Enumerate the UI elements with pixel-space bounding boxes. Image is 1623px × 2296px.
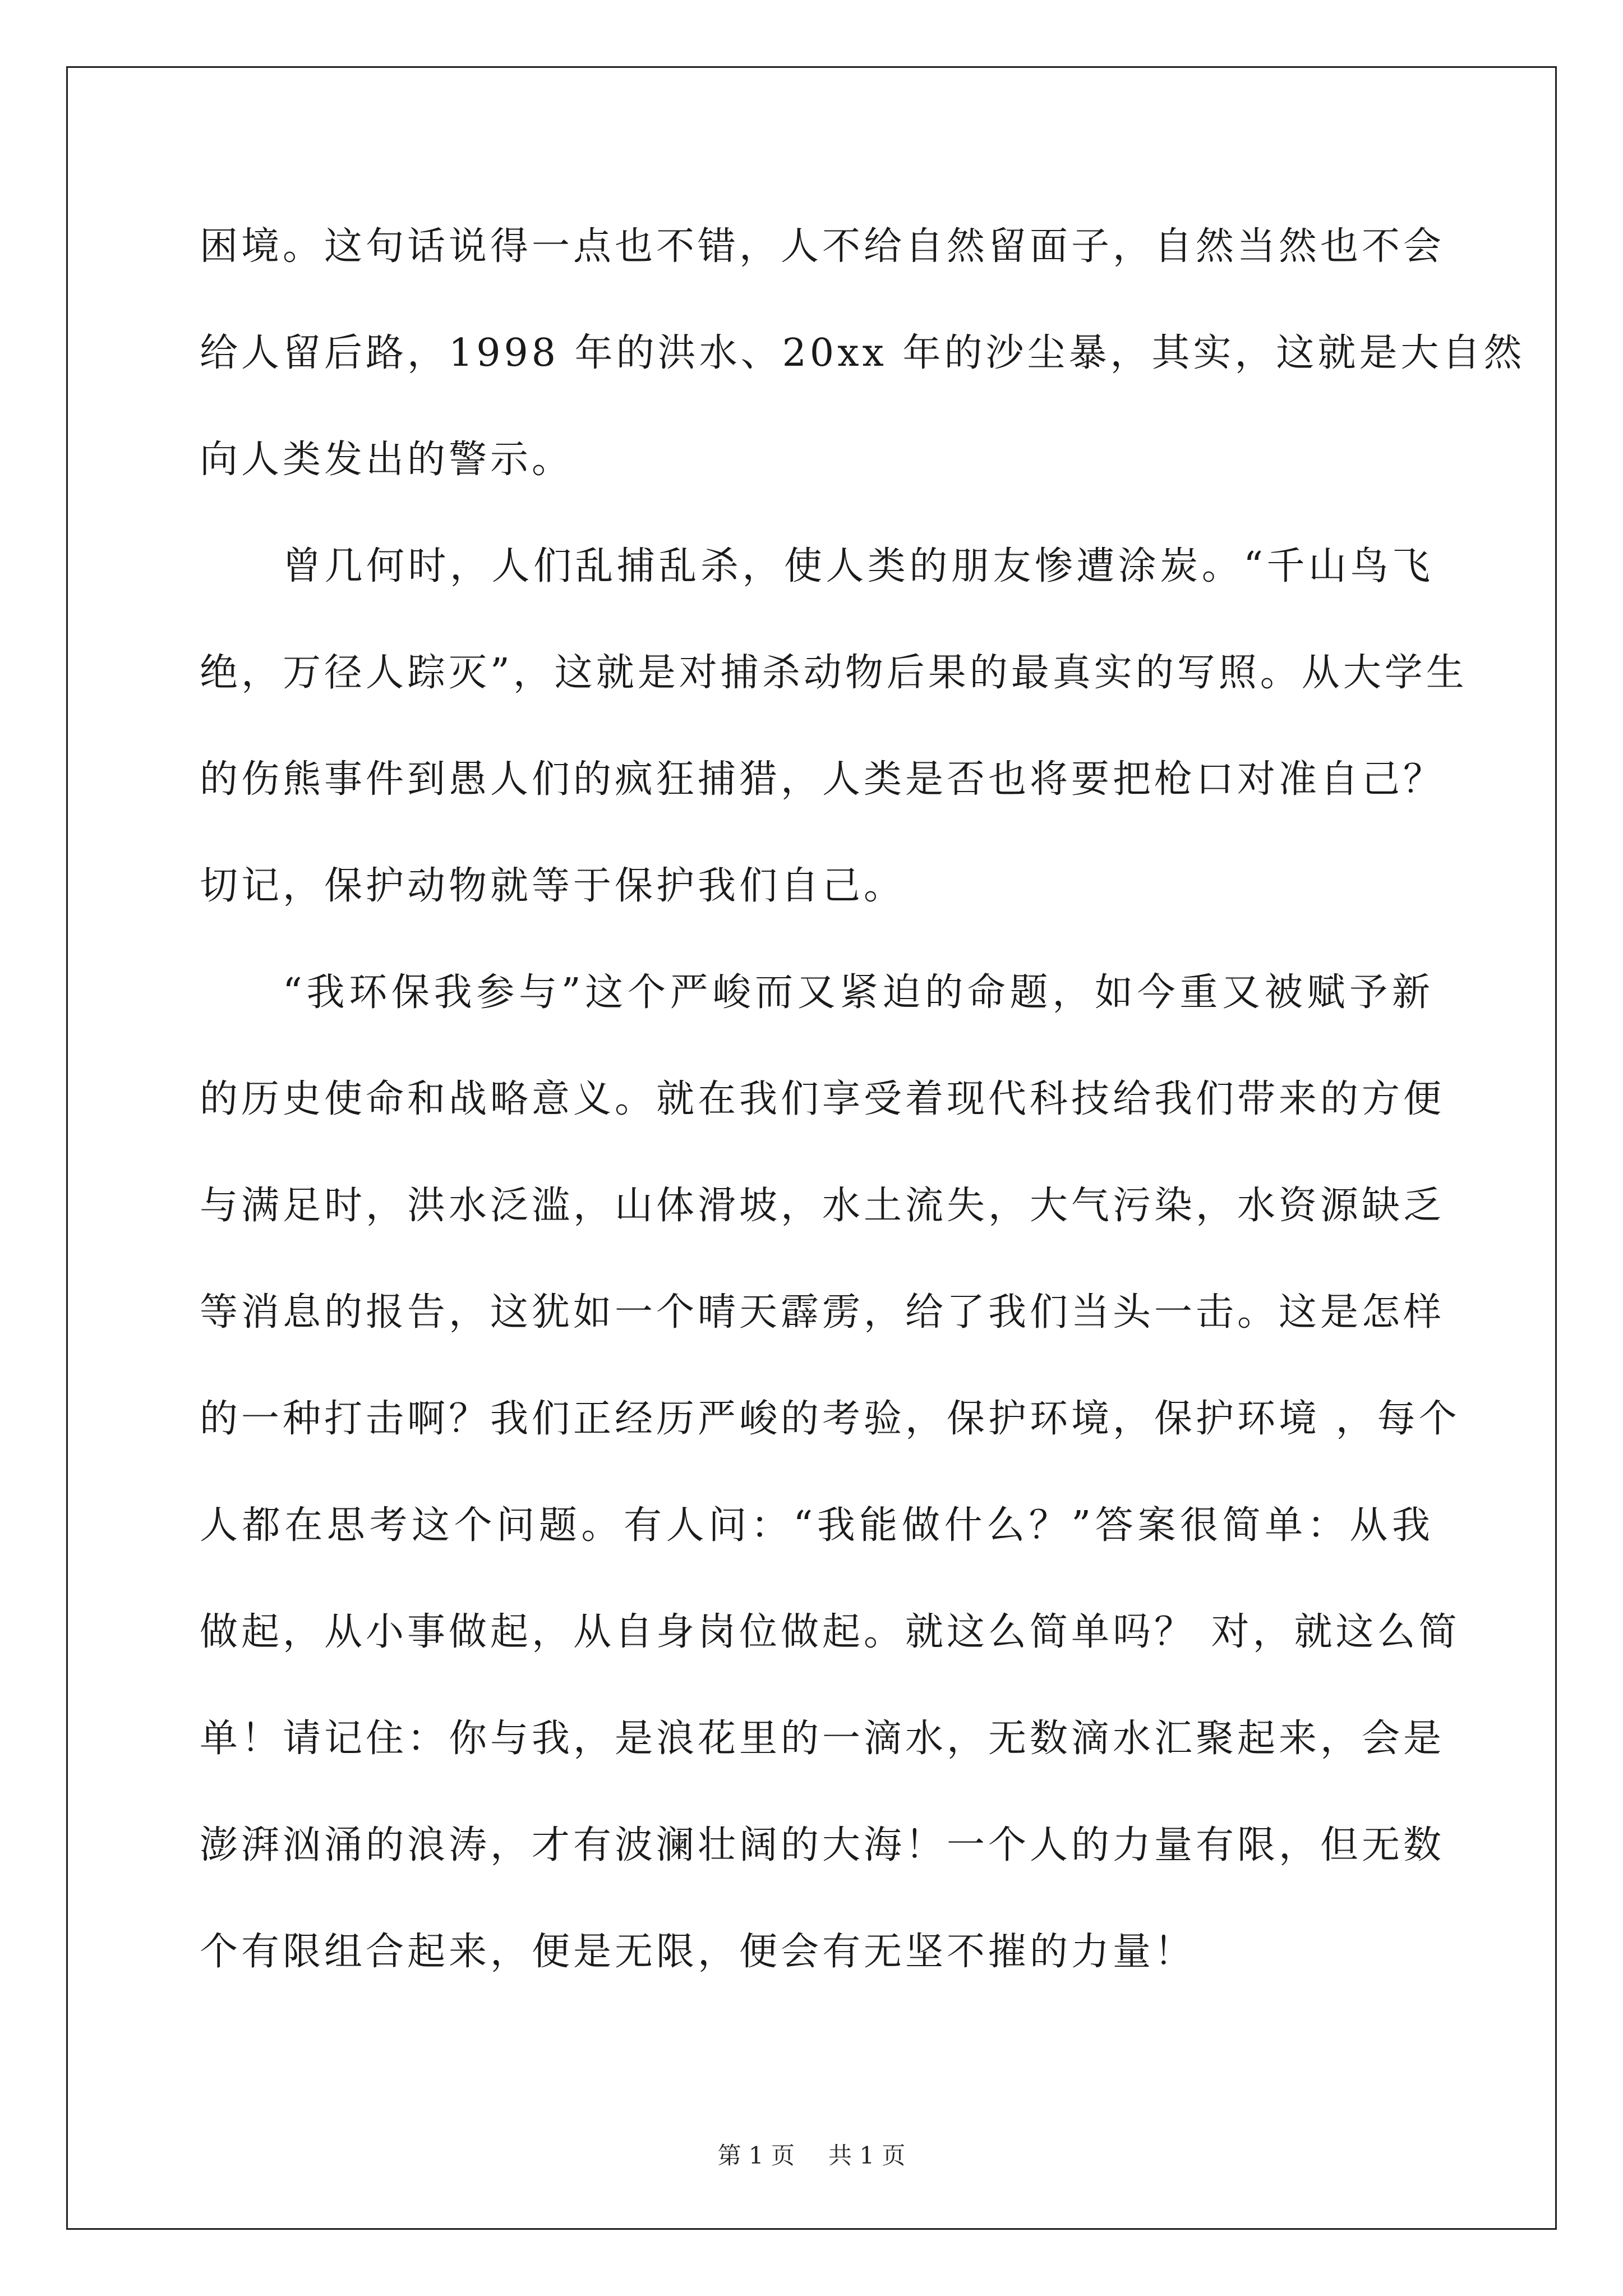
page-number-total: 共 1 页 (828, 2142, 906, 2169)
document-body (200, 219, 1525, 2031)
paragraph-3-line-8: 单！请记住：你与我，是浪花里的一滴水，无数滴水汇聚起来，会是 (200, 1717, 1445, 1761)
paragraph-2-line-1: 曾几何时，人们乱捕乱杀，使人类的朋友惨遭涂炭。“千山鸟飞 (283, 544, 1433, 588)
paragraph-3-line-10: 个有限组合起来，便是无限，便会有无坚不摧的力量！ (200, 1930, 1196, 1974)
paragraph-2-line-3: 的伤熊事件到愚人们的疯狂捕猎，人类是否也将要把枪口对准自己？ (200, 757, 1445, 802)
paragraph-3-line-4: 等消息的报告，这犹如一个晴天霹雳，给了我们当头一击。这是怎样 (200, 1290, 1445, 1335)
page-number-current: 第 1 页 (717, 2142, 795, 2169)
paragraph-2-line-2: 绝，万径人踪灭”，这就是对捕杀动物后果的最真实的写照。从大学生 (200, 651, 1468, 695)
paragraph-3-line-2: 的历史使命和战略意义。就在我们享受着现代科技给我们带来的方便 (200, 1077, 1445, 1121)
paragraph-1-line-1: 困境。这句话说得一点也不错，人不给自然留面子，自然当然也不会 (200, 224, 1445, 269)
paragraph-3-line-7: 做起，从小事做起，从自身岗位做起。就这么简单吗？ 对，就这么简 (200, 1610, 1460, 1654)
paragraph-3-line-1: “我环保我参与”这个严峻而又紧迫的命题，如今重又被赋予新 (283, 970, 1433, 1015)
paragraph-2-line-4: 切记，保护动物就等于保护我们自己。 (200, 864, 906, 908)
paragraph-3-line-6: 人都在思考这个问题。有人问：“我能做什么？”答案很简单：从我 (200, 1503, 1433, 1548)
page-footer (0, 2142, 1623, 2170)
paragraph-3-line-3: 与满足时，洪水泛滥，山体滑坡，水土流失，大气污染，水资源缺乏 (200, 1184, 1445, 1228)
paragraph-1-line-3: 向人类发出的警示。 (200, 438, 574, 482)
paragraph-3-line-9: 澎湃汹涌的浪涛，才有波澜壮阔的大海！一个人的力量有限，但无数 (200, 1823, 1445, 1867)
paragraph-1-line-2: 给人留后路，1998 年的洪水、20xx 年的沙尘暴，其实，这就是大自然 (200, 331, 1525, 375)
paragraph-3-line-5: 的一种打击啊？我们正经历严峻的考验，保护环境，保护环境 ，每个 (200, 1397, 1460, 1441)
